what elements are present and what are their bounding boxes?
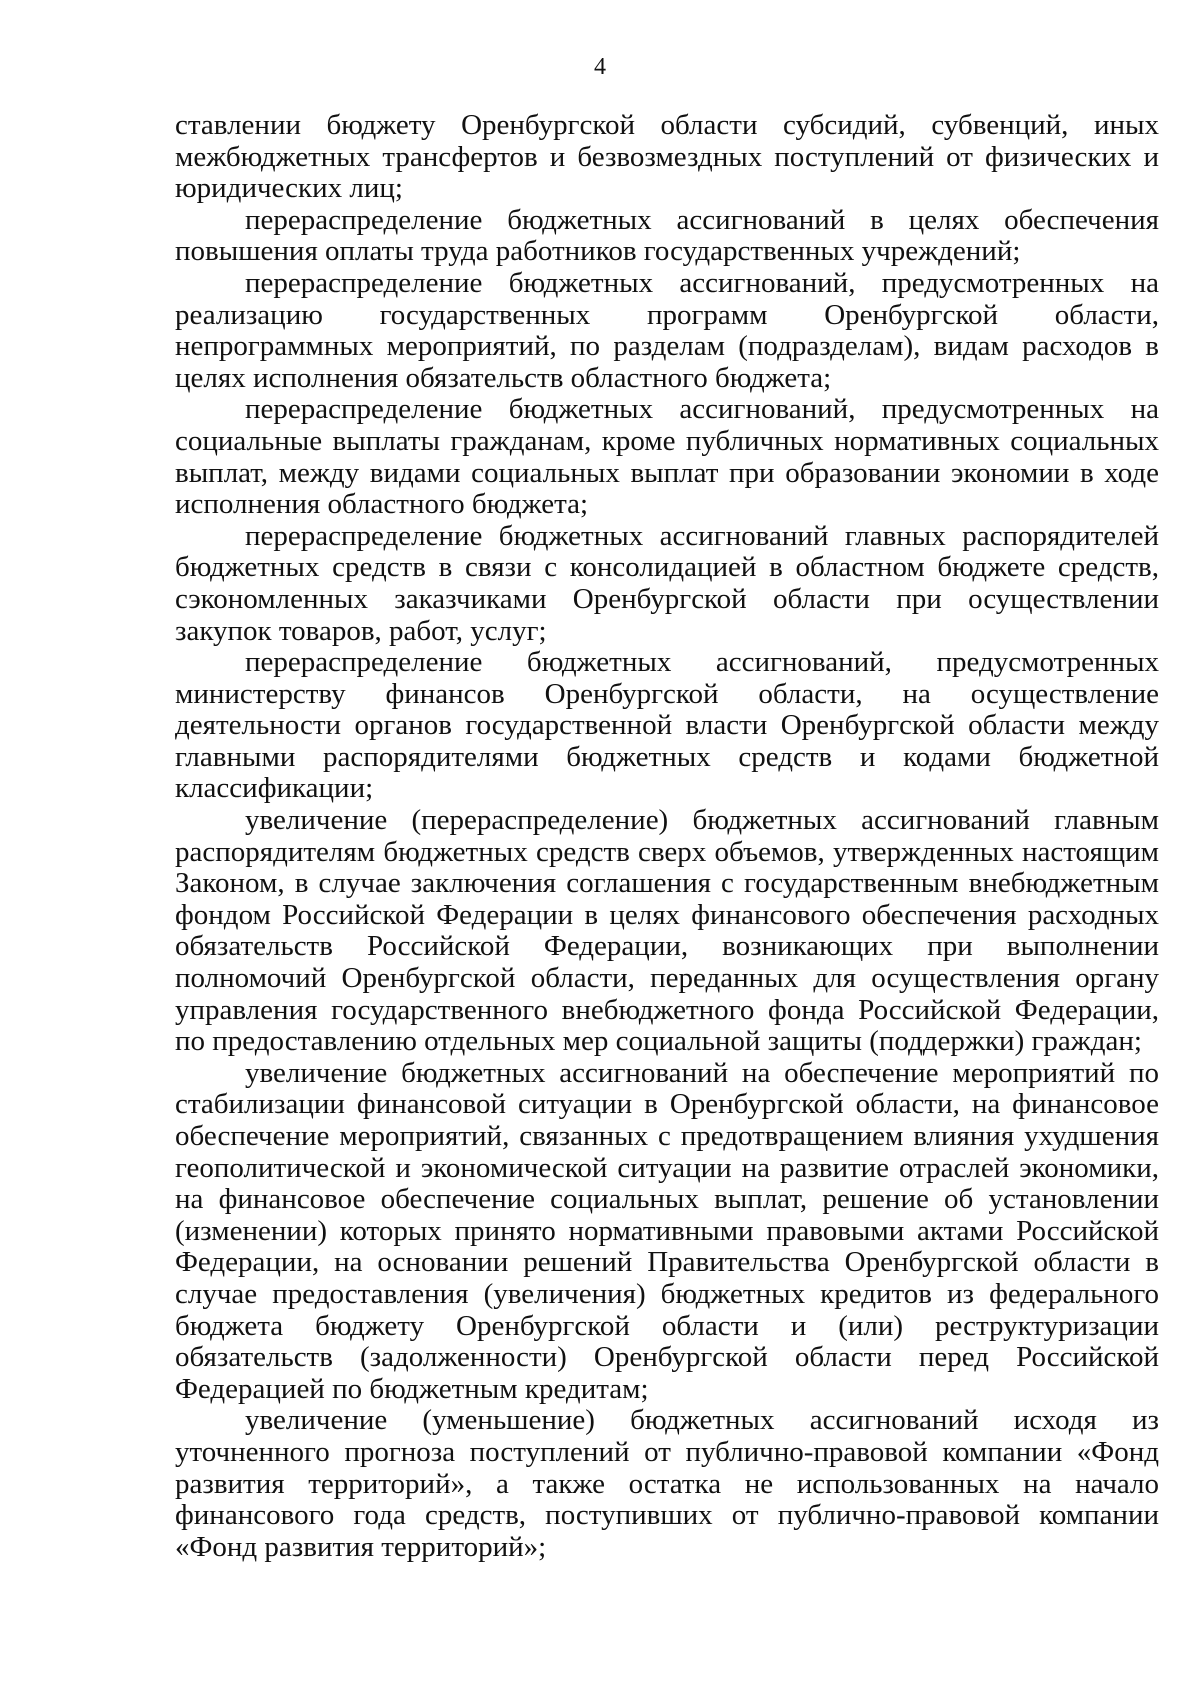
- paragraph-3: перераспределение бюджетных ассигнований, предусмотренных на реализацию государственных программ Оренбургской области, непрограммных мероприятий, по разделам (подразделам), видам расходов в целях исполнения обязательств областного бюджета;: [175, 266, 1159, 394]
- paragraph-8: увеличение бюджетных ассигнований на обеспечение мероприятий по стабилизации финансовой ситуации в Оренбургской области, на финансовое обеспечение мероприятий, связанных с предотвращением влияния ухудшения геополитической и экономической ситуации на развитие отраслей экономики, на финансовое обеспечение социальных выплат, решение об установлении (изменении) которых принято нормативными правовыми актами Российской Федерации, на основании решений Правительства Оренбургской области в случае предоставления (увеличения) бюджетных кредитов из федерального бюджета бюджету Оренбургской области и (или) реструктуризации обязательств (задолженности) Оренбургской области перед Российской Федерацией по бюджетным кредитам;: [175, 1056, 1159, 1405]
- paragraph-5: перераспределение бюджетных ассигнований главных распорядителей бюджетных средств в связи с консолидацией в областном бюджете средств, сэкономленных заказчиками Оренбургской области при осуществлении закупок товаров, работ, услуг;: [175, 519, 1159, 647]
- page-number: 4: [594, 54, 606, 80]
- paragraph-2: перераспределение бюджетных ассигнований в целях обеспечения повышения оплаты труда работников государственных учреждений;: [175, 203, 1159, 268]
- paragraph-4: перераспределение бюджетных ассигнований, предусмотренных на социальные выплаты гражданам, кроме публичных нормативных социальных выплат, между видами социальных выплат при образовании экономии в ходе исполнения областного бюджета;: [175, 393, 1159, 521]
- paragraph-9: увеличение (уменьшение) бюджетных ассигнований исходя из уточненного прогноза поступлений от публично-правовой компании «Фонд развития территорий», а также остатка не использованных на начало финансового года средств, поступивших от публично-правовой компании «Фонд развития территорий»;: [175, 1404, 1159, 1563]
- body-text: [175, 110, 1159, 1563]
- paragraph-1: ставлении бюджету Оренбургской области субсидий, субвенций, иных межбюджетных трансфертов и безвозмездных поступлений от физических и юридических лиц;: [175, 109, 1159, 205]
- paragraph-7: увеличение (перераспределение) бюджетных ассигнований главным распорядителям бюджетных средств сверх объемов, утвержденных настоящим Законом, в случае заключения соглашения с государственным внебюджетным фондом Российской Федерации в целях финансового обеспечения расходных обязательств Российской Федерации, возникающих при выполнении полномочий Оренбургской области, переданных для осуществления органу управления государственного внебюджетного фонда Российской Федерации, по предоставлению отдельных мер социальной защиты (поддержки) граждан;: [175, 804, 1159, 1058]
- paragraph-6: перераспределение бюджетных ассигнований, предусмотренных министерству финансов Оренбургской области, на осуществление деятельности органов государственной власти Оренбургской области между главными распорядителями бюджетных средств и кодами бюджетной классификации;: [175, 646, 1159, 805]
